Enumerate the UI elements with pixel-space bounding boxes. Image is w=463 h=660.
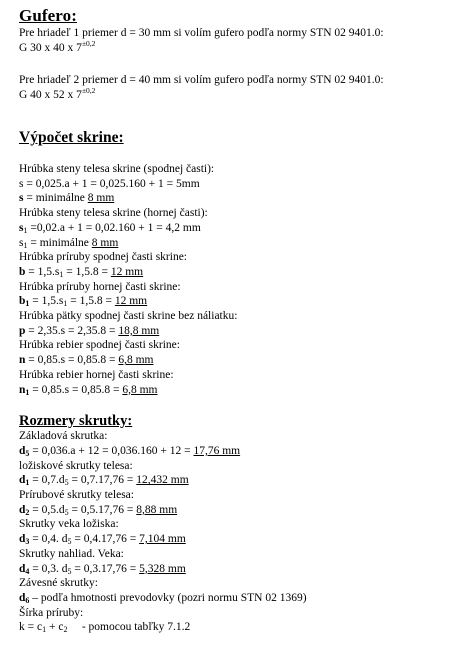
housing-line: s = 0,025.a + 1 = 0,025.160 + 1 = 5mm — [19, 177, 200, 190]
bolt-line: $k = c_1 + c_2$ - pomocou tabľky 7.1.2 — [19, 621, 191, 635]
housing-line: Hrúbka rebier hornej časti skrine: — [19, 368, 174, 381]
document-page — [19, 6, 459, 635]
bolt-line: $d_3 = 0,4$. $d_5 = 0,4.17,76 = 7,104$ mm — [19, 533, 186, 547]
housing-line: n = 0,85.s = 0,85.8 = 6,8 mm — [19, 354, 154, 367]
housing-line: Hrúbka pätky spodnej časti skrine bez náliatku: — [19, 310, 238, 323]
housing-line: Hrúbka rebier spodnej časti skrine: — [19, 339, 180, 352]
bolt-dimensions-heading: Rozmery skrutky: — [19, 413, 133, 430]
bolt-line: Závesné skrutky: — [19, 577, 98, 590]
bolt-line: ložiskové skrutky telesa: — [19, 459, 133, 472]
housing-line: $s_1 =0,02.a + 1 = 0,02.160 + 1 = 4,2$ mm — [19, 221, 201, 235]
bolt-line: $d_1 = 0,7.d_5 = 0,7.17,76 = 12,432$ mm — [19, 474, 189, 488]
bolt-line: $d_5 = 0,036.a + 12 = 0,036.160 + 12 = 17,76$ mm — [19, 444, 241, 458]
housing-calc-heading: Výpočet skrine: — [19, 129, 124, 146]
gufero-shaft1-designation — [19, 41, 459, 56]
gufero-shaft2-tolerance: ±0,2 — [81, 86, 96, 95]
housing-line: Hrúbka príruby spodnej časti skrine: — [19, 251, 187, 264]
housing-line: $s_1$ = minimálne 8 mm — [19, 236, 119, 250]
bolt-line: Prírubové skrutky telesa: — [19, 489, 134, 502]
gufero-shaft2-designation-base: G 40 x 52 x 7 — [19, 89, 82, 101]
housing-line: Hrúbka steny telesa skrine (hornej časti): — [19, 207, 208, 220]
housing-line: s = minimálne 8 mm — [19, 192, 115, 205]
bolt-line: Skrutky nahliad. Veka: — [19, 547, 124, 560]
housing-line: p = 2,35.s = 2,35.8 = 18,8 mm — [19, 324, 160, 337]
gufero-shaft2-designation — [19, 88, 459, 103]
housing-line: Hrúbka steny telesa skrine (spodnej časti): — [19, 163, 215, 175]
housing-line: Hrúbka príruby hornej časti skrine: — [19, 280, 181, 293]
bolt-line: $d_4 = 0,3$. $d_5 = 0,3.17,76 = 5,328$ mm — [19, 562, 186, 576]
housing-line: $b_1 = 1,5.s_1 = 1,5.8 = 12$ mm — [19, 295, 148, 309]
bolt-line: Základová skrutka: — [19, 430, 108, 443]
housing-line: $n_1 = 0,85.s = 0,85.8 = 6,8$ mm — [19, 383, 158, 397]
gufero-heading: Gufero: — [19, 6, 77, 25]
bolt-line: Skrutky veka ložiska: — [19, 518, 119, 531]
gufero-shaft2-text: Pre hriadeľ 2 priemer d = 40 mm si volím gufero podľa normy STN 02 9401.0: — [19, 74, 384, 86]
housing-line: $b = 1,5.s_1 = 1,5.8 = 12$ mm — [19, 265, 144, 279]
bolt-line: Šírka príruby: — [19, 606, 84, 619]
gufero-shaft1-designation-base: G 30 x 40 x 7 — [19, 42, 82, 54]
bolt-line: $d_6$ – podľa hmotnosti prevodovky (pozri normu STN 02 1369) — [19, 591, 307, 605]
gufero-shaft1-text: Pre hriadeľ 1 priemer d = 30 mm si volím gufero podľa normy STN 02 9401.0: — [19, 27, 384, 39]
bolt-line: $d_2 = 0,5.d_5 = 0,5.17,76 = 8,88$ mm — [19, 503, 178, 517]
gufero-shaft1-tolerance: ±0,2 — [81, 39, 96, 48]
